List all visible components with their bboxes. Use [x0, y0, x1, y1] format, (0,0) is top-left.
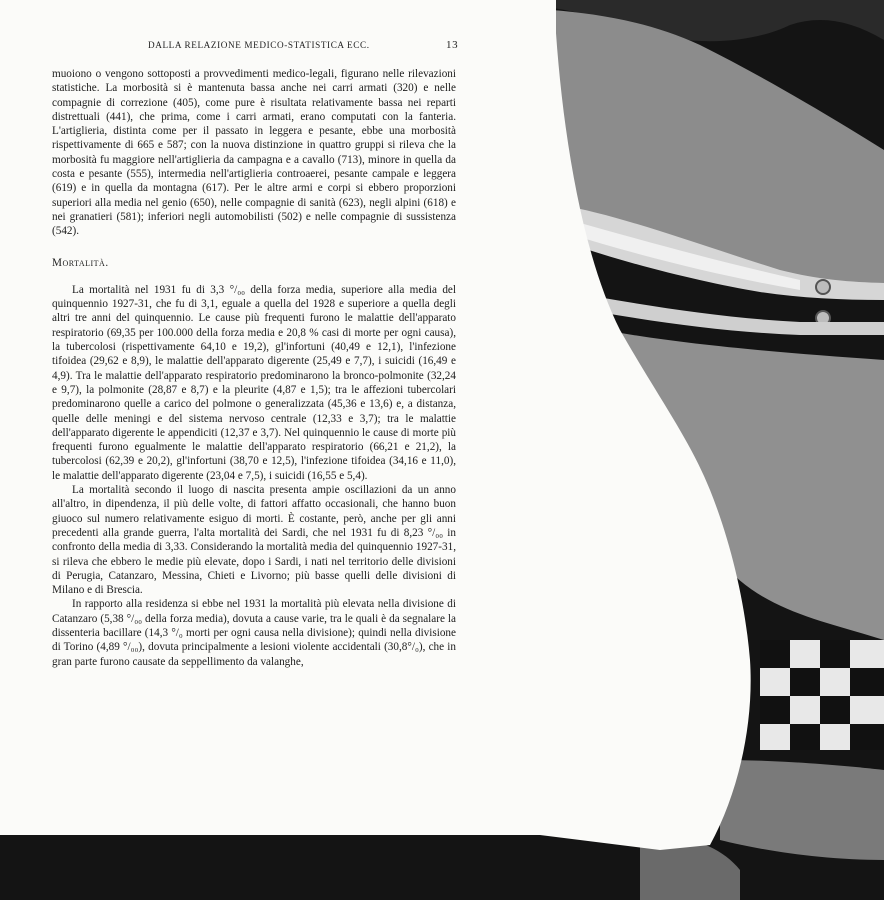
- paragraph: In rapporto alla residenza si ebbe nel 1931 la mortalità più elevata nella divisione di Catanzaro (5,38 °/₀₀ della forza media), dovuta a cause varie, tra le quali è da segnalare la dissenteria bacillare (14,3 °/₀ morti per ogni causa nella divisione); quindi nella divisione di Torino (4,89 °/₀₀), dovuta principalmente a lesioni violente accidentali (30,8°/₀), che in gran parte furono causate da seppellimento da valanghe,: [52, 598, 456, 668]
- body-text: [52, 67, 456, 669]
- paragraph: La mortalità secondo il luogo di nascita presenta ampie oscillazioni da un anno all'altro, in dipendenza, il più delle volte, di fattori affatto occasionali, che hanno buon giuoco sul numero relativamente esiguo di morti. È costante, però, anche per gli anni precedenti alla grande guerra, l'alta mortalità dei Sardi, che nel 1931 fu di 8,23 °/₀₀ in confronto della media di 3,33. Considerando la mortalità media del quinquennio 1927-31, si rileva che ebbero le medie più elevate, dopo i Sardi, i nati nel territorio delle divisioni di Perugia, Catanzaro, Messina, Chieti e Livorno; più basse quelli delle divisioni di Milano e di Brescia.: [52, 484, 456, 597]
- page-curled-edge: [540, 0, 790, 860]
- paragraph-intro: muoiono o vengono sottoposti a provvedimenti medico-legali, figurano nelle rilevazioni statistiche. La morbosità si è mantenuta bassa anche nei carri armati (320) e nelle compagnie di correzione (405), come pure è risultata relativamente bassa nei reparti distrettuali (441), che prima, come i carri armati, erano computati con la fanteria. L'artiglieria, distinta come per il passato in leggera e pesante, ebbe una morbosità rispettivamente di 665 e 587; con la nuova distinzione in quattro gruppi si rileva che la morbosità fu maggiore nell'artiglieria da campagna e a cavallo (713), minore in quella da costa e pesante (555), intermedia nell'artiglieria controaerei, pesante campale e leggera (619) e in quella da montagna (617). Per le altre armi e corpi si ebbero proporzioni superiori alla media nel genio (650), nelle compagnie di sanità (623), negli alpini (618) e nei granatieri (581); inferiori negli automobilisti (502) e nelle compagnie di sussistenza (542).: [52, 68, 456, 238]
- page-number: 13: [446, 39, 459, 51]
- running-title: DALLA RELAZIONE MEDICO-STATISTICA ECC.: [148, 40, 370, 50]
- paragraph: La mortalità nel 1931 fu di 3,3 °/₀₀ della forza media, superiore alla media del quinquennio 1927-31, che fu di 3,1, eguale a quella del 1928 e superiore a quella degli altri tre anni del quinquennio. Le cause più frequenti furono le malattie dell'apparato respiratorio (69,35 per 100.000 della forza media e 20,8 % casi di morte per ogni causa), la tubercolosi (rispettivamente 64,10 e 19,2), gl'infortuni (40,49 e 12,1), l'infezione tifoidea (29,62 e 8,9), le malattie dell'apparato digerente (25,49 e 7,7), i suicidi (16,49 e 4,9). Tra le malattie dell'apparato respiratorio predominarono la bronco-polmonite (32,24 e 9,7), la polmonite (28,87 e 8,7) e la pleurite (4,87 e 1,5); tra le affezioni tubercolari predominarono quelle a carico del polmone o generalizzata (45,36 e 13,6) e, a distanza, quelle delle meningi e del sistema nervoso centrale (12,33 e 3,7); tra le malattie dell'apparato digerente le appendiciti (12,37 e 3,7). Nel quinquennio le cause di morte più frequenti furono egualmente le malattie dell'apparato respiratorio (66,21 e 21,2), la tubercolosi (62,39 e 20,2), gl'infortuni (38,70 e 12,5), l'infezione tifoidea (34,16 e 11,0), le malattie dell'apparato digerente (23,04 e 7,5), i suicidi (16,55 e 5,4).: [52, 283, 456, 482]
- section-heading: Mortalità.: [52, 256, 109, 269]
